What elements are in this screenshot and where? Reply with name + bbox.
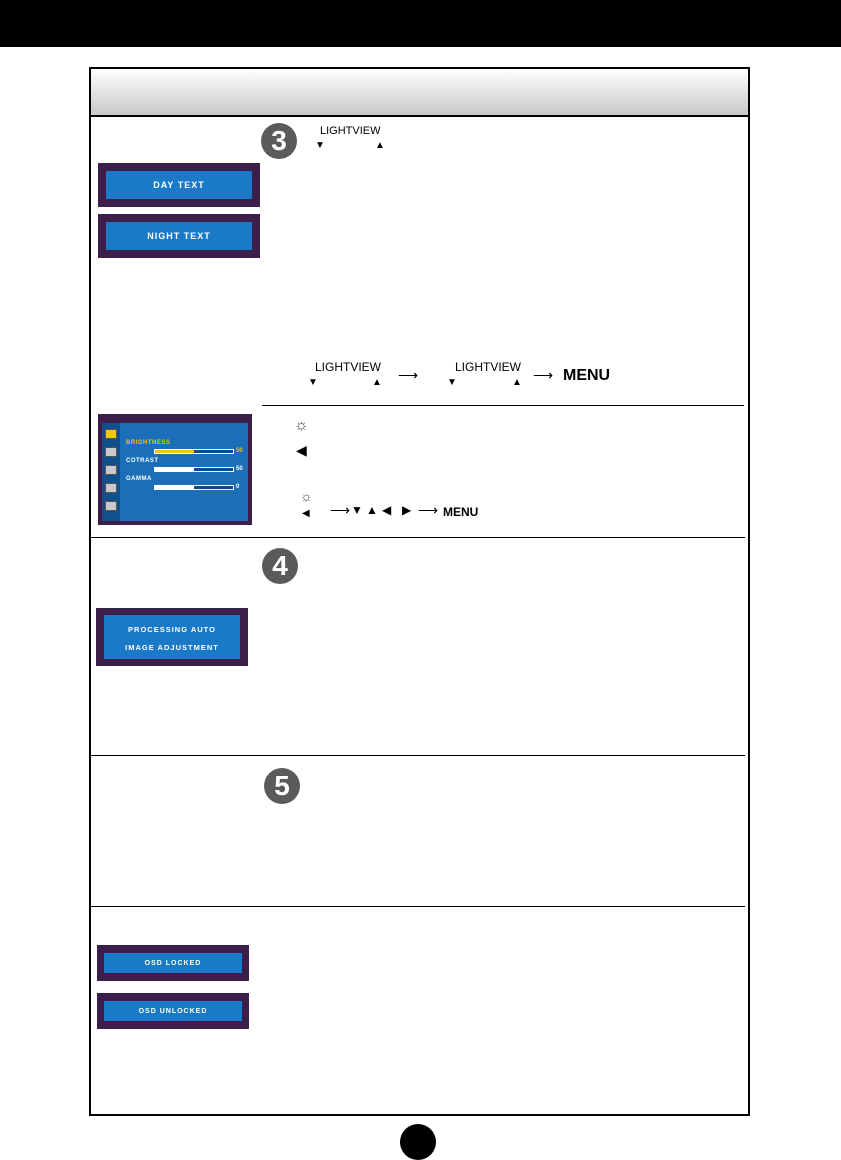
seq-lightview-1: LIGHTVIEW <box>315 360 382 374</box>
sun-outline-icon: ☼ <box>294 417 309 434</box>
seq-down-icon-2: ▼ <box>447 377 457 388</box>
osd-unlocked-box <box>97 993 249 1029</box>
seq-arrow-icon-2: ⟶ <box>533 367 554 383</box>
osd-contrast-value: 50 <box>236 466 243 472</box>
osd-contrast-fill <box>155 468 194 471</box>
osd-brightness-menu <box>98 414 252 525</box>
top-black-bar <box>0 0 841 47</box>
header-band <box>91 69 748 117</box>
auto-adjust-line-1: PROCESSING AUTO <box>128 625 216 634</box>
up-triangle-icon: ▲ <box>375 140 385 151</box>
auto-adjust-inner <box>104 615 240 659</box>
seq-up-icon-1: ▲ <box>372 377 382 388</box>
auto-adjust-line-2: IMAGE ADJUSTMENT <box>125 643 219 652</box>
osd-brightness-value: 50 <box>236 448 243 454</box>
osd-unlocked-label: OSD UNLOCKED <box>104 1001 242 1021</box>
day-text-label: DAY TEXT <box>106 171 252 199</box>
color-icon <box>105 447 117 457</box>
divider-section-6 <box>89 906 745 907</box>
seq-lightview-2: LIGHTVIEW <box>455 360 522 374</box>
left-nav-icon: ◀ <box>382 503 392 517</box>
auto-adjust-osd <box>96 608 248 666</box>
left-triangle-icon: ◀ <box>296 442 307 458</box>
osd-brightness-label: BRIGHTNESS <box>126 440 171 446</box>
down-triangle-icon: ▼ <box>315 140 325 151</box>
osd-gamma-fill <box>155 486 194 489</box>
osd-brightness-bar <box>154 449 234 454</box>
divider-section-5 <box>89 755 745 756</box>
left-small-triangle-icon: ◀ <box>302 508 310 519</box>
setup-icon <box>105 501 117 511</box>
right-nav-icon: ▶ <box>402 503 412 517</box>
osd-gamma-bar <box>154 485 234 490</box>
night-text-label: NIGHT TEXT <box>106 222 252 250</box>
seq-down-icon-1: ▼ <box>308 377 318 388</box>
osd-contrast-label: COTRAST <box>126 458 159 464</box>
seq-arrow-icon-1: ⟶ <box>398 367 419 383</box>
seq-up-icon-2: ▲ <box>512 377 522 388</box>
osd-gamma-label: GAMMA <box>126 476 152 482</box>
osd-gamma-value: 0 <box>236 484 240 490</box>
brightness-arrow-icon-2: ⟶ <box>418 502 439 518</box>
day-text-osd <box>98 163 260 207</box>
seq-menu-label: MENU <box>563 367 611 384</box>
page-number-circle <box>400 1124 436 1160</box>
step-3-badge: 3 <box>261 123 297 159</box>
osd-brightness-fill <box>155 450 194 453</box>
lightview-label: LIGHTVIEW <box>320 125 381 137</box>
step-4-badge: 4 <box>262 548 298 584</box>
osd-locked-label: OSD LOCKED <box>104 953 242 973</box>
step-5-badge: 5 <box>264 768 300 804</box>
divider-brightness <box>262 405 744 406</box>
tracking-icon <box>105 483 117 493</box>
osd-menu-panel <box>102 423 248 521</box>
brightness-arrow-icon: ⟶ <box>330 502 351 518</box>
position-icon <box>105 465 117 475</box>
osd-menu-sidebar <box>102 423 120 521</box>
picture-icon <box>105 429 117 439</box>
night-text-osd <box>98 214 260 258</box>
up-nav-icon: ▲ <box>366 503 378 517</box>
brightness-menu-label: MENU <box>443 505 479 519</box>
osd-locked-box <box>97 945 249 981</box>
divider-section-4 <box>89 537 745 538</box>
down-nav-icon: ▼ <box>351 503 363 517</box>
sun-small-icon: ☼ <box>300 488 313 504</box>
osd-contrast-bar <box>154 467 234 472</box>
